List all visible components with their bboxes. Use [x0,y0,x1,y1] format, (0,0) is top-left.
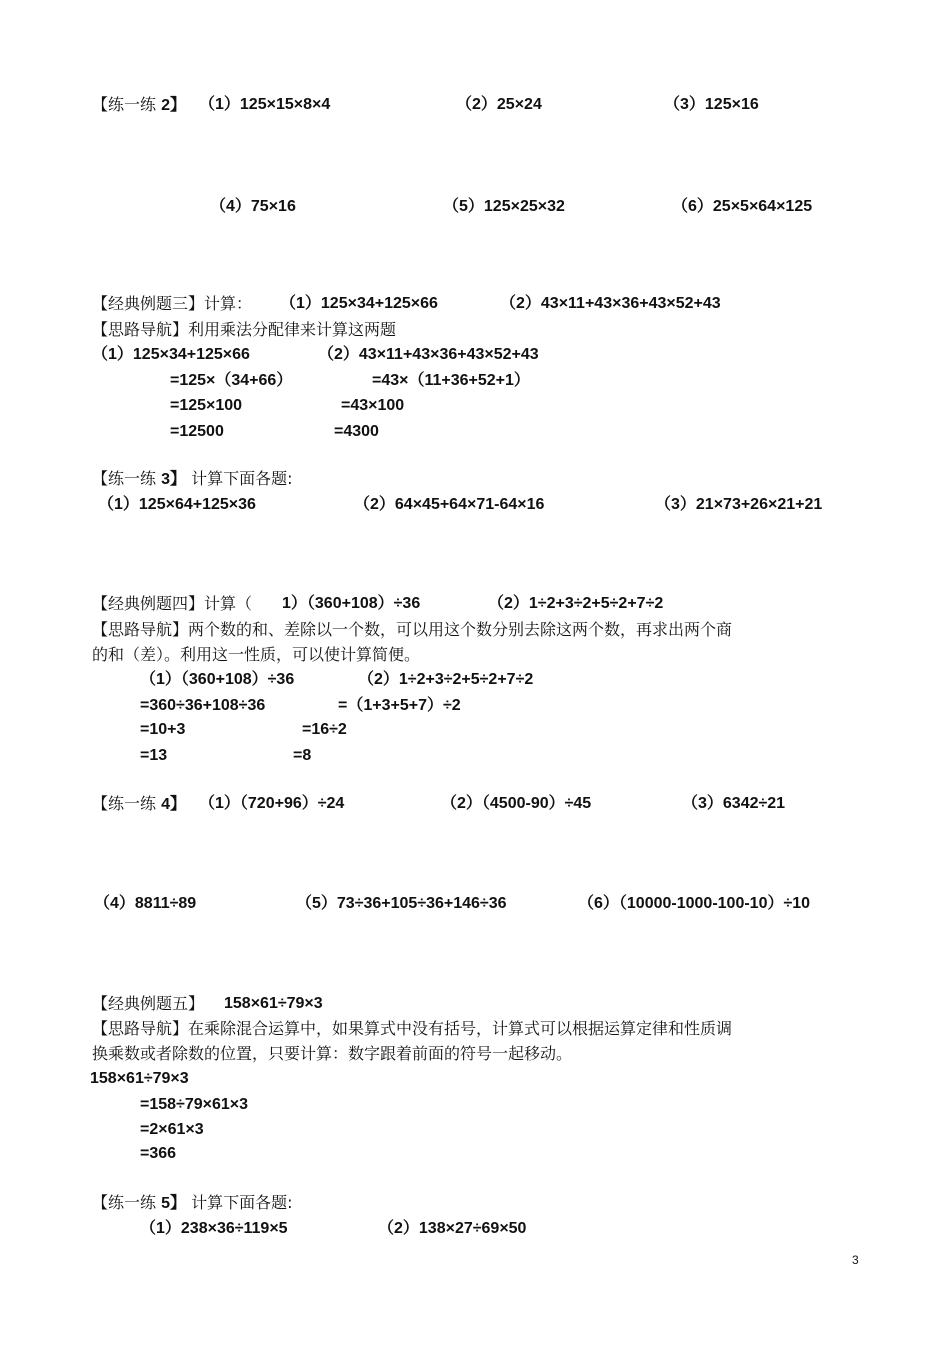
practice-4-q6: （6）（10000-1000-100-10）÷10 [578,895,811,912]
example-3-sol2-line: =43×（11+36+52+1） [372,372,530,389]
practice-number: 3】 [161,471,187,488]
example-3-heading: 【经典例题三】计算： [92,294,253,313]
example-3-sol1-line: =125×100 [170,397,243,414]
practice-number: 4】 [161,796,187,813]
practice-2-q1: （1）125×15×8×4 [199,96,331,113]
practice-2-q4: （4）75×16 [210,198,296,215]
example-4-sol2-line: =（1+3+5+7）÷2 [338,697,461,714]
example-4-q1: 1）（360+108）÷36 [282,595,421,612]
practice-label: 【练一练 [92,794,157,813]
example-5-sol-line: =158÷79×61×3 [140,1096,248,1113]
example-5-sol-line: =366 [140,1145,177,1162]
example-5-q: 158×61÷79×3 [224,995,323,1012]
example-4-sol1-line: =10+3 [140,721,186,738]
example-3-q2: （2）43×11+43×36+43×52+43 [500,295,721,312]
practice-2-q2: （2）25×24 [456,96,542,113]
example-5-sol-line: =2×61×3 [140,1121,204,1138]
practice-3-q1: （1）125×64+125×36 [98,496,256,513]
example-3-q1: （1）125×34+125×66 [280,295,438,312]
practice-5-q2: （2）138×27÷69×50 [378,1220,527,1237]
example-4-heading: 【经典例题四】计算（ [92,594,253,613]
page-number: 3 [852,1253,859,1267]
example-4-sol1-line: =360÷36+108÷36 [140,697,266,714]
practice-label: 【练一练 [92,469,157,488]
example-4-hint: 的和（差）。利用这一性质，可以使计算简便。 [92,645,421,664]
practice-5-q1: （1）238×36÷119×5 [140,1220,288,1237]
practice-4-q1: （1）（720+96）÷24 [199,795,345,812]
example-4-sol2-line: （2）1÷2+3÷2+5÷2+7÷2 [358,671,534,688]
practice-2-heading [92,95,186,116]
practice-5-heading [92,1193,293,1214]
practice-number: 2】 [161,97,187,114]
practice-number: 5】 [161,1195,187,1212]
practice-instruction: 计算下面各题: [191,1193,293,1212]
example-3-sol2-line: =43×100 [341,397,405,414]
practice-4-heading [92,794,186,815]
practice-3-q2: （2）64×45+64×71-64×16 [354,496,545,513]
example-4-sol2-line: =8 [293,747,312,764]
example-3-sol1-line: （1）125×34+125×66 [92,346,250,363]
example-3-sol2-line: =4300 [334,423,379,440]
example-3-sol1-line: =125×（34+66） [170,372,293,389]
practice-2-q5: （5）125×25×32 [443,198,565,215]
practice-label: 【练一练 [92,95,157,114]
practice-label: 【练一练 [92,1193,157,1212]
practice-4-q2: （2）（4500-90）÷45 [441,795,592,812]
example-4-sol2-line: =16÷2 [302,721,347,738]
practice-2-q6: （6）25×5×64×125 [672,198,813,215]
practice-4-q5: （5）73÷36+105÷36+146÷36 [296,895,507,912]
practice-4-q3: （3）6342÷21 [682,795,786,812]
example-5-sol-line: 158×61÷79×3 [90,1070,189,1087]
practice-2-q3: （3）125×16 [664,96,759,113]
example-4-sol1-line: =13 [140,747,168,764]
example-5-hint: 【思路导航】在乘除混合运算中，如果算式中没有括号，计算式可以根据运算定律和性质调 [92,1019,733,1038]
example-4-sol1-line: （1）（360+108）÷36 [140,671,295,688]
example-5-hint: 换乘数或者除数的位置，只要计算：数字跟着前面的符号一起移动。 [92,1044,573,1063]
practice-3-q3: （3）21×73+26×21+21 [655,496,823,513]
example-3-sol2-line: （2）43×11+43×36+43×52+43 [318,346,539,363]
example-3-sol1-line: =12500 [170,423,224,440]
example-3-hint: 【思路导航】利用乘法分配律来计算这两题 [92,320,397,339]
practice-4-q4: （4）8811÷89 [94,895,197,912]
example-4-q2: （2）1÷2+3÷2+5÷2+7÷2 [488,595,664,612]
example-5-heading: 【经典例题五】 [92,994,205,1013]
practice-instruction: 计算下面各题: [191,469,293,488]
practice-3-heading [92,469,293,490]
example-4-hint: 【思路导航】两个数的和、差除以一个数，可以用这个数分别去除这两个数，再求出两个商 [92,620,733,639]
